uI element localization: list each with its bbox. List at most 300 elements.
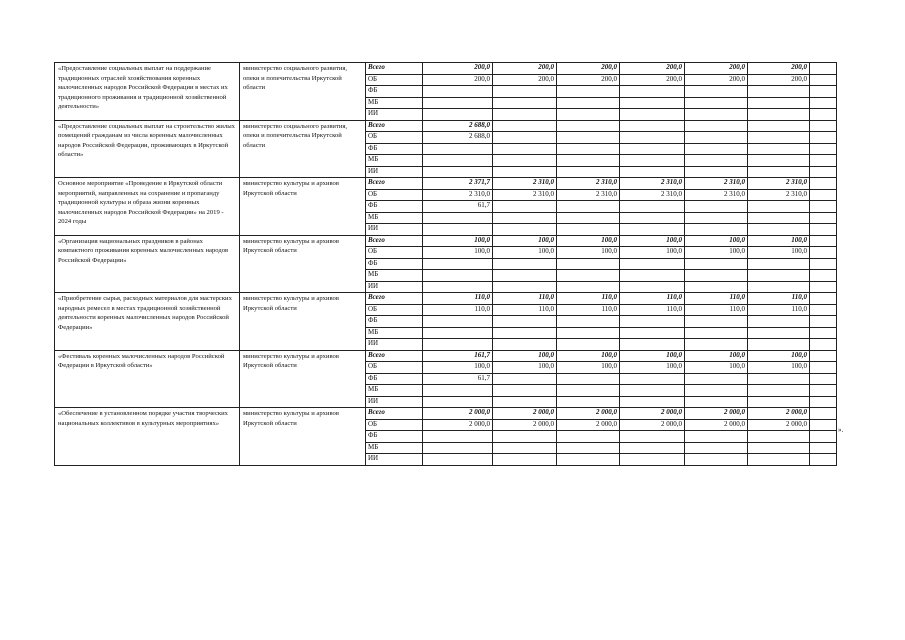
amount-cell: 100,0: [493, 350, 557, 362]
amount-cell: [685, 396, 748, 408]
amount-cell: 110,0: [557, 293, 620, 305]
trailing-cell: [810, 442, 837, 454]
trailing-cell: [810, 235, 837, 247]
amount-cell: [748, 120, 810, 132]
amount-cell: 110,0: [493, 293, 557, 305]
amount-cell: 2 000,0: [685, 419, 748, 431]
amount-cell: [620, 97, 685, 109]
amount-cell: [685, 442, 748, 454]
funding-source-label: ОБ: [366, 304, 423, 316]
amount-cell: [493, 97, 557, 109]
amount-cell: [685, 431, 748, 443]
amount-cell: [748, 155, 810, 167]
funding-source-label: МБ: [366, 442, 423, 454]
funding-source-label: ОБ: [366, 419, 423, 431]
amount-cell: [685, 270, 748, 282]
amount-cell: [557, 224, 620, 236]
amount-cell: 2 000,0: [557, 419, 620, 431]
amount-cell: [423, 281, 493, 293]
amount-cell: 2 000,0: [493, 408, 557, 420]
funding-source-label: ИИ: [366, 396, 423, 408]
trailing-cell: [810, 120, 837, 132]
trailing-cell: [810, 270, 837, 282]
amount-cell: [748, 442, 810, 454]
amount-cell: [685, 224, 748, 236]
amount-cell: [557, 339, 620, 351]
funding-source-label: МБ: [366, 327, 423, 339]
amount-cell: [620, 270, 685, 282]
funding-source-label: ФБ: [366, 316, 423, 328]
trailing-cell: [810, 431, 837, 443]
amount-cell: [423, 212, 493, 224]
trailing-cell: [810, 362, 837, 374]
amount-cell: [748, 109, 810, 121]
funding-source-label: Всего: [366, 178, 423, 190]
amount-cell: [685, 155, 748, 167]
funding-source-label: ИИ: [366, 224, 423, 236]
amount-cell: [557, 166, 620, 178]
amount-cell: [493, 224, 557, 236]
amount-cell: [423, 86, 493, 98]
funding-source-label: ОБ: [366, 132, 423, 144]
funding-source-label: МБ: [366, 155, 423, 167]
amount-cell: [748, 339, 810, 351]
measure-name: «Предоставление социальных выплат на строительство жилых помещений гражданам из числа коренных малочисленных народов Российской Федерации, проживающих в Иркутской области»: [55, 120, 240, 178]
funding-source-label: ИИ: [366, 166, 423, 178]
amount-cell: 2 310,0: [748, 189, 810, 201]
closing-quote-mark: ».: [838, 426, 844, 434]
amount-cell: 2 310,0: [620, 189, 685, 201]
trailing-cell: [810, 178, 837, 190]
amount-cell: 200,0: [685, 63, 748, 75]
amount-cell: 110,0: [620, 293, 685, 305]
amount-cell: [620, 316, 685, 328]
amount-cell: [748, 396, 810, 408]
amount-cell: [493, 431, 557, 443]
funding-source-label: Всего: [366, 120, 423, 132]
amount-cell: 200,0: [423, 63, 493, 75]
amount-cell: 2 371,7: [423, 178, 493, 190]
amount-cell: [557, 270, 620, 282]
funding-source-label: ФБ: [366, 431, 423, 443]
amount-cell: [493, 316, 557, 328]
trailing-cell: [810, 408, 837, 420]
amount-cell: 2 000,0: [620, 419, 685, 431]
table-row-total: [55, 63, 837, 75]
amount-cell: [493, 385, 557, 397]
amount-cell: [557, 385, 620, 397]
amount-cell: 2 688,0: [423, 132, 493, 144]
amount-cell: [685, 327, 748, 339]
amount-cell: [748, 224, 810, 236]
amount-cell: [493, 373, 557, 385]
amount-cell: [620, 120, 685, 132]
amount-cell: [748, 385, 810, 397]
amount-cell: [423, 166, 493, 178]
executor-name: министерство культуры и архивов Иркутской области: [240, 350, 366, 408]
amount-cell: 2 000,0: [423, 408, 493, 420]
amount-cell: [557, 155, 620, 167]
funding-source-label: Всего: [366, 235, 423, 247]
funding-source-label: Всего: [366, 63, 423, 75]
amount-cell: 200,0: [493, 74, 557, 86]
amount-cell: 200,0: [620, 63, 685, 75]
amount-cell: [685, 212, 748, 224]
funding-source-label: ИИ: [366, 281, 423, 293]
measure-name: «Предоставление социальных выплат на поддержание традиционных отраслей хозяйствования коренных малочисленных народов Российской Федерации в местах их традиционного проживания и традиционной хозяйственной деятельности»: [55, 63, 240, 121]
amount-cell: [685, 143, 748, 155]
amount-cell: [620, 373, 685, 385]
trailing-cell: [810, 155, 837, 167]
trailing-cell: [810, 281, 837, 293]
amount-cell: [748, 258, 810, 270]
amount-cell: 2 310,0: [423, 189, 493, 201]
amount-cell: [423, 431, 493, 443]
amount-cell: [685, 132, 748, 144]
funding-source-label: Всего: [366, 350, 423, 362]
amount-cell: [493, 212, 557, 224]
trailing-cell: [810, 143, 837, 155]
amount-cell: 2 000,0: [557, 408, 620, 420]
measure-name: «Приобретение сырья, расходных материалов для мастерских народных ремесел в местах традиционной хозяйственной деятельности коренных малочисленных народов Российской Федерации»: [55, 293, 240, 351]
amount-cell: [493, 270, 557, 282]
amount-cell: [748, 97, 810, 109]
amount-cell: [620, 258, 685, 270]
program-measures-table: [54, 62, 837, 466]
amount-cell: [493, 396, 557, 408]
amount-cell: 200,0: [748, 74, 810, 86]
amount-cell: [685, 316, 748, 328]
amount-cell: [423, 97, 493, 109]
amount-cell: [557, 373, 620, 385]
amount-cell: 161,7: [423, 350, 493, 362]
amount-cell: [748, 316, 810, 328]
amount-cell: [557, 281, 620, 293]
trailing-cell: [810, 212, 837, 224]
executor-name: министерство социального развития, опеки и попечительства Иркутской области: [240, 120, 366, 178]
amount-cell: [748, 166, 810, 178]
amount-cell: [423, 385, 493, 397]
amount-cell: 100,0: [557, 362, 620, 374]
amount-cell: 100,0: [685, 362, 748, 374]
amount-cell: 110,0: [493, 304, 557, 316]
amount-cell: 100,0: [748, 350, 810, 362]
amount-cell: 110,0: [423, 293, 493, 305]
funding-source-label: ОБ: [366, 362, 423, 374]
amount-cell: [423, 454, 493, 466]
trailing-cell: [810, 247, 837, 259]
amount-cell: [748, 327, 810, 339]
amount-cell: [620, 454, 685, 466]
amount-cell: [557, 454, 620, 466]
amount-cell: [620, 166, 685, 178]
trailing-cell: [810, 63, 837, 75]
trailing-cell: [810, 201, 837, 213]
amount-cell: 2 000,0: [748, 408, 810, 420]
table-row-total: [55, 120, 837, 132]
amount-cell: [557, 132, 620, 144]
amount-cell: [493, 258, 557, 270]
funding-source-label: МБ: [366, 212, 423, 224]
trailing-cell: [810, 454, 837, 466]
amount-cell: 2 000,0: [620, 408, 685, 420]
trailing-cell: [810, 132, 837, 144]
amount-cell: [557, 201, 620, 213]
amount-cell: [493, 442, 557, 454]
amount-cell: 100,0: [557, 247, 620, 259]
amount-cell: [620, 442, 685, 454]
amount-cell: [557, 316, 620, 328]
amount-cell: [620, 109, 685, 121]
amount-cell: [493, 281, 557, 293]
amount-cell: [620, 201, 685, 213]
amount-cell: [685, 120, 748, 132]
amount-cell: 2 310,0: [493, 178, 557, 190]
amount-cell: 200,0: [557, 74, 620, 86]
trailing-cell: [810, 258, 837, 270]
amount-cell: [620, 339, 685, 351]
trailing-cell: [810, 293, 837, 305]
amount-cell: 100,0: [620, 235, 685, 247]
trailing-cell: [810, 189, 837, 201]
amount-cell: [423, 327, 493, 339]
amount-cell: [423, 396, 493, 408]
amount-cell: [748, 143, 810, 155]
amount-cell: [493, 86, 557, 98]
table-row-total: [55, 293, 837, 305]
amount-cell: [493, 327, 557, 339]
amount-cell: 200,0: [685, 74, 748, 86]
executor-name: министерство культуры и архивов Иркутской области: [240, 235, 366, 293]
amount-cell: 110,0: [685, 304, 748, 316]
table-row-total: [55, 235, 837, 247]
amount-cell: [557, 143, 620, 155]
trailing-cell: [810, 74, 837, 86]
executor-name: министерство культуры и архивов Иркутской области: [240, 408, 366, 466]
amount-cell: 2 310,0: [685, 189, 748, 201]
amount-cell: [557, 120, 620, 132]
amount-cell: [493, 454, 557, 466]
funding-source-label: Всего: [366, 293, 423, 305]
trailing-cell: [810, 304, 837, 316]
amount-cell: 110,0: [423, 304, 493, 316]
amount-cell: 110,0: [620, 304, 685, 316]
amount-cell: [748, 431, 810, 443]
amount-cell: [620, 143, 685, 155]
amount-cell: [493, 143, 557, 155]
amount-cell: [685, 201, 748, 213]
amount-cell: 100,0: [493, 362, 557, 374]
amount-cell: 100,0: [423, 247, 493, 259]
amount-cell: [557, 109, 620, 121]
amount-cell: 2 000,0: [493, 419, 557, 431]
amount-cell: [557, 258, 620, 270]
amount-cell: [423, 442, 493, 454]
amount-cell: 100,0: [493, 235, 557, 247]
amount-cell: [423, 109, 493, 121]
amount-cell: [748, 454, 810, 466]
amount-cell: [620, 155, 685, 167]
trailing-cell: [810, 373, 837, 385]
amount-cell: 2 310,0: [493, 189, 557, 201]
amount-cell: [620, 385, 685, 397]
amount-cell: 100,0: [423, 362, 493, 374]
amount-cell: 200,0: [423, 74, 493, 86]
measure-name: Основное мероприятие «Проведение в Иркутской области мероприятий, направленных на сохранение и пропаганду традиционной культуры и образа жизни коренных малочисленных народов Российской Федерации» на 2019 - 2024 годы: [55, 178, 240, 236]
trailing-cell: [810, 385, 837, 397]
funding-source-label: Всего: [366, 408, 423, 420]
funding-source-label: ИИ: [366, 454, 423, 466]
amount-cell: [423, 155, 493, 167]
amount-cell: [493, 155, 557, 167]
amount-cell: [685, 86, 748, 98]
amount-cell: 110,0: [748, 304, 810, 316]
table-row-total: [55, 350, 837, 362]
amount-cell: [620, 396, 685, 408]
trailing-cell: [810, 224, 837, 236]
amount-cell: [685, 97, 748, 109]
trailing-cell: [810, 327, 837, 339]
amount-cell: 100,0: [620, 247, 685, 259]
amount-cell: [423, 339, 493, 351]
amount-cell: [620, 281, 685, 293]
amount-cell: 110,0: [748, 293, 810, 305]
amount-cell: 200,0: [620, 74, 685, 86]
amount-cell: 200,0: [748, 63, 810, 75]
amount-cell: [423, 258, 493, 270]
amount-cell: [685, 339, 748, 351]
amount-cell: 100,0: [748, 362, 810, 374]
amount-cell: [557, 212, 620, 224]
table-body: [55, 63, 837, 466]
amount-cell: [685, 373, 748, 385]
amount-cell: [493, 132, 557, 144]
amount-cell: [423, 316, 493, 328]
amount-cell: 110,0: [685, 293, 748, 305]
amount-cell: 100,0: [748, 235, 810, 247]
amount-cell: 2 000,0: [748, 419, 810, 431]
amount-cell: 200,0: [557, 63, 620, 75]
amount-cell: [557, 86, 620, 98]
amount-cell: 110,0: [557, 304, 620, 316]
amount-cell: [493, 109, 557, 121]
amount-cell: [748, 212, 810, 224]
amount-cell: [620, 431, 685, 443]
trailing-cell: [810, 166, 837, 178]
amount-cell: 61,7: [423, 201, 493, 213]
amount-cell: [748, 86, 810, 98]
funding-source-label: МБ: [366, 97, 423, 109]
amount-cell: [557, 396, 620, 408]
amount-cell: [685, 166, 748, 178]
amount-cell: [620, 132, 685, 144]
table-row-total: [55, 178, 837, 190]
trailing-cell: [810, 396, 837, 408]
trailing-cell: [810, 339, 837, 351]
trailing-cell: [810, 419, 837, 431]
amount-cell: [748, 201, 810, 213]
table-row-total: [55, 408, 837, 420]
amount-cell: [748, 373, 810, 385]
funding-source-label: ФБ: [366, 86, 423, 98]
trailing-cell: [810, 350, 837, 362]
amount-cell: [748, 132, 810, 144]
amount-cell: 2 310,0: [748, 178, 810, 190]
amount-cell: [557, 442, 620, 454]
amount-cell: [557, 431, 620, 443]
funding-source-label: ФБ: [366, 201, 423, 213]
amount-cell: [493, 120, 557, 132]
amount-cell: [557, 97, 620, 109]
amount-cell: 100,0: [493, 247, 557, 259]
amount-cell: 200,0: [493, 63, 557, 75]
amount-cell: 2 000,0: [685, 408, 748, 420]
amount-cell: [685, 258, 748, 270]
amount-cell: 100,0: [685, 247, 748, 259]
amount-cell: [557, 327, 620, 339]
amount-cell: 100,0: [423, 235, 493, 247]
amount-cell: [620, 327, 685, 339]
measure-name: «Обеспечение в установленном порядке участия творческих национальных коллективов в культурных мероприятиях»: [55, 408, 240, 466]
amount-cell: 100,0: [557, 235, 620, 247]
amount-cell: 100,0: [620, 350, 685, 362]
amount-cell: [748, 281, 810, 293]
amount-cell: [685, 281, 748, 293]
amount-cell: 100,0: [620, 362, 685, 374]
funding-source-label: ИИ: [366, 339, 423, 351]
amount-cell: [493, 339, 557, 351]
funding-source-label: ИИ: [366, 109, 423, 121]
amount-cell: 2 310,0: [557, 189, 620, 201]
amount-cell: 2 688,0: [423, 120, 493, 132]
funding-source-label: МБ: [366, 385, 423, 397]
amount-cell: [685, 454, 748, 466]
amount-cell: [685, 385, 748, 397]
amount-cell: [493, 166, 557, 178]
amount-cell: 2 000,0: [423, 419, 493, 431]
amount-cell: 61,7: [423, 373, 493, 385]
executor-name: министерство социального развития, опеки и попечительства Иркутской области: [240, 63, 366, 121]
amount-cell: 2 310,0: [620, 178, 685, 190]
funding-source-label: ОБ: [366, 74, 423, 86]
amount-cell: 2 310,0: [685, 178, 748, 190]
funding-source-label: ФБ: [366, 373, 423, 385]
funding-source-label: ФБ: [366, 143, 423, 155]
measure-name: «Фестиваль коренных малочисленных народов Российской Федерации в Иркутской области»: [55, 350, 240, 408]
amount-cell: [620, 86, 685, 98]
amount-cell: 100,0: [685, 235, 748, 247]
amount-cell: [685, 109, 748, 121]
amount-cell: [493, 201, 557, 213]
amount-cell: [748, 270, 810, 282]
trailing-cell: [810, 97, 837, 109]
amount-cell: 2 310,0: [557, 178, 620, 190]
amount-cell: [423, 270, 493, 282]
amount-cell: [620, 212, 685, 224]
trailing-cell: [810, 316, 837, 328]
amount-cell: [620, 224, 685, 236]
amount-cell: 100,0: [557, 350, 620, 362]
funding-source-label: ОБ: [366, 247, 423, 259]
amount-cell: [423, 143, 493, 155]
measure-name: «Организация национальных праздников в районах компактного проживания коренных малочисленных народов Российской Федерации»: [55, 235, 240, 293]
funding-source-label: МБ: [366, 270, 423, 282]
amount-cell: 100,0: [748, 247, 810, 259]
funding-source-label: ОБ: [366, 189, 423, 201]
trailing-cell: [810, 86, 837, 98]
funding-source-label: ФБ: [366, 258, 423, 270]
amount-cell: [423, 224, 493, 236]
